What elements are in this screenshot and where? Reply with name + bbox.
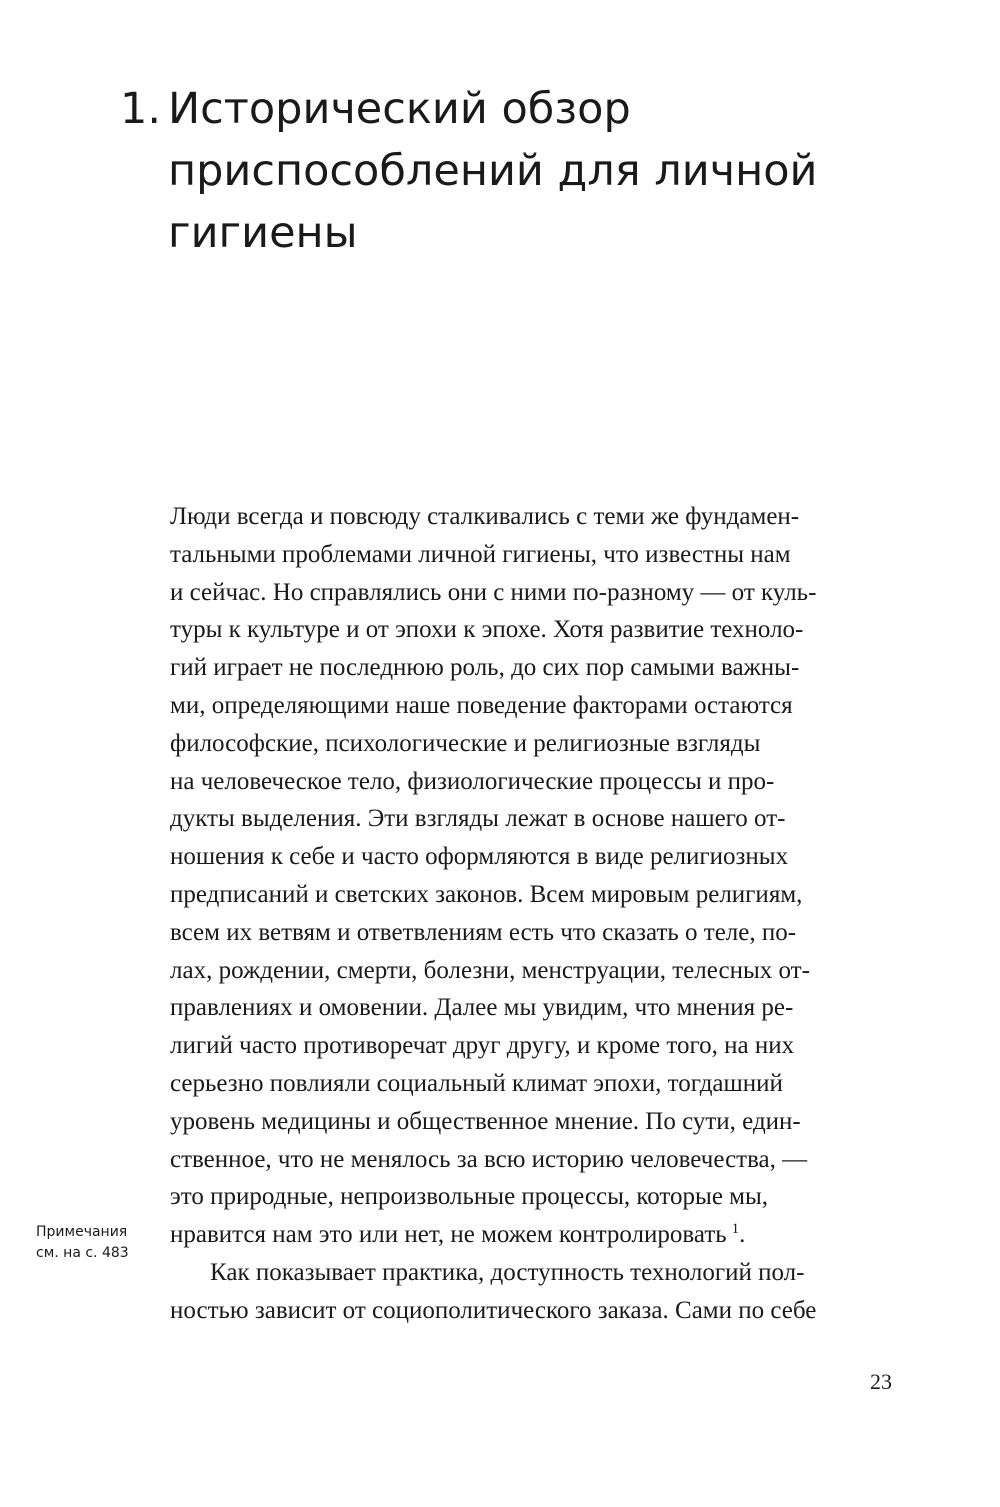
margin-note-line: Примечания [36, 1224, 128, 1240]
chapter-title-line: гигиены [168, 208, 358, 258]
text-line: всем их ветвям и ответвлениям есть что сказать о теле, по- [170, 918, 797, 946]
text-line: ностью зависит от социополитического заказа. Сами по себе [170, 1296, 817, 1324]
text-line: лах, рождении, смерти, болезни, менструации, телесных от- [170, 956, 810, 984]
text-line: тальными проблемами личной гигиены, что известны нам [170, 540, 791, 568]
text-line: лигий часто противоречат друг другу, и кроме того, на них [170, 1032, 795, 1060]
text-line: ношения к себе и часто оформляются в виде религиозных [170, 843, 789, 871]
body-text [170, 498, 890, 1330]
text-line: дукты выделения. Эти взгляды лежат в основе нашего от- [170, 805, 786, 833]
text-line: гий играет не последнюю роль, до сих пор самыми важны- [170, 654, 800, 682]
text-line: это природные, непроизвольные процессы, которые мы, [170, 1183, 769, 1211]
margin-note-line: см. на с. 483 [36, 1245, 129, 1261]
text-segment: . [739, 1221, 746, 1249]
text-line: уровень медицины и общественное мнение. По сути, един- [170, 1107, 801, 1135]
text-line: Как показывает практика, доступность технологий пол- [210, 1258, 805, 1286]
text-line-with-footnote [170, 1216, 890, 1254]
chapter-number: 1. [120, 84, 162, 134]
text-line: на человеческое тело, физиологические процессы и про- [170, 767, 775, 795]
chapter-title-line: Исторический обзор [168, 84, 631, 134]
footnote-reference[interactable]: 1 [731, 1221, 740, 1238]
text-line: ми, определяющими наше поведение факторами остаются [170, 691, 793, 719]
text-line: и сейчас. Но справлялись они с ними по-разному — от куль- [170, 578, 817, 606]
text-line: Люди всегда и повсюду сталкивались с теми же фундамен- [170, 503, 800, 530]
text-line: ственное, что не менялось за всю историю человечества, — [170, 1145, 808, 1173]
text-line: серьезно повлияли социальный климат эпохи, тогдашний [170, 1069, 783, 1097]
text-segment: нравится нам это или нет, не можем контролировать [170, 1221, 727, 1249]
page-number: 23 [870, 1369, 892, 1394]
text-line: туры к культуре и от эпохи к эпохе. Хотя развитие техноло- [170, 616, 804, 644]
chapter-heading [120, 78, 817, 264]
text-line: философские, психологические и религиозные взгляды [170, 729, 761, 757]
chapter-title-line: приспособлений для личной [168, 146, 818, 196]
margin-note [36, 1222, 146, 1264]
text-line: предписаний и светских законов. Всем мировым религиям, [170, 880, 803, 908]
text-line: правлениях и омовении. Далее мы увидим, что мнения ре- [170, 994, 794, 1022]
